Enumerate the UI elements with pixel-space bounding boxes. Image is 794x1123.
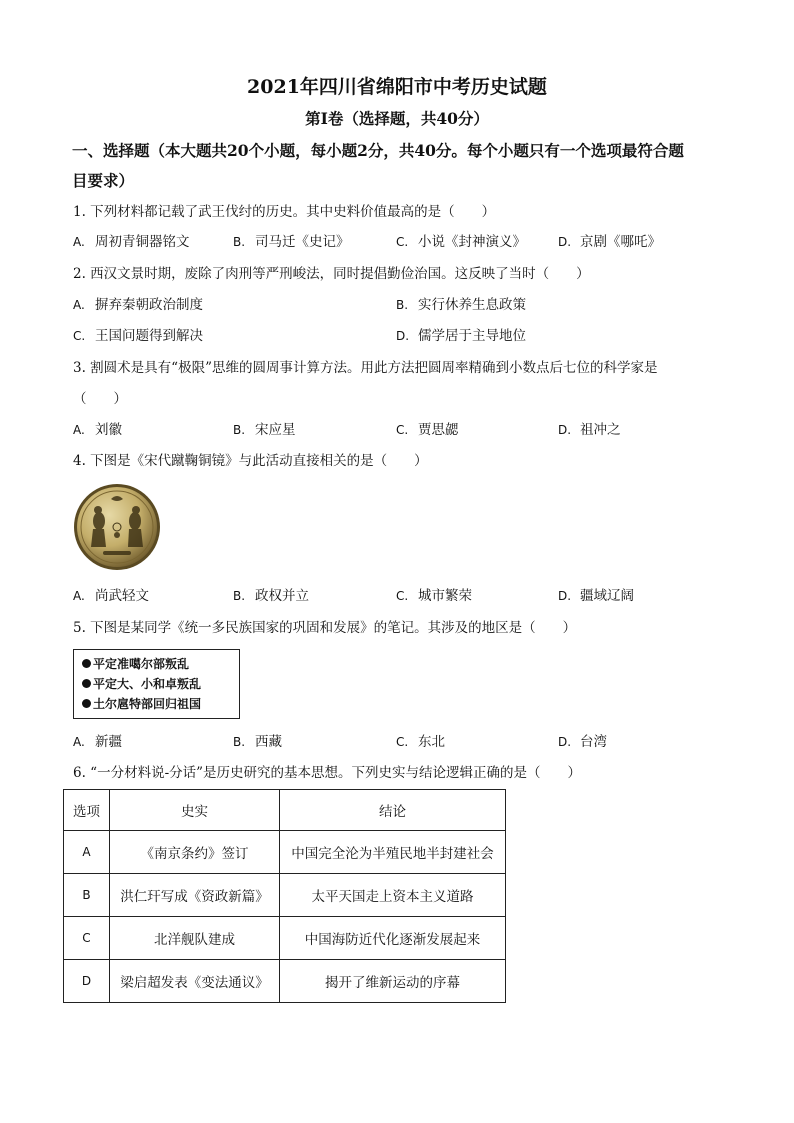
bronze-mirror-image (73, 483, 161, 571)
note-item: 土尔扈特部回归祖国 (82, 694, 239, 714)
table-cell: D (64, 960, 110, 1003)
q2-option-b: B. 实行休养生息政策 (396, 297, 526, 313)
q5-option-a: A. 新疆 (73, 734, 122, 750)
table-cell: 中国海防近代化逐渐发展起来 (280, 917, 506, 960)
page-subtitle: 第Ⅰ卷（选择题，共40分） (305, 109, 489, 128)
table-cell: 中国完全沦为半殖民地半封建社会 (280, 831, 506, 874)
q5-option-b: B. 西藏 (233, 734, 282, 750)
section-heading: 一、选择题（本大题共20个小题，每小题2分，共40分。每个小题只有一个选项最符合题 (72, 141, 684, 160)
q3-option-d: D. 祖冲之 (558, 422, 621, 438)
q1-option-a: A. 周初青铜器铭文 (73, 234, 190, 250)
q2-option-c: C. 王国问题得到解决 (73, 328, 203, 344)
q3-option-b: B. 宋应星 (233, 422, 296, 438)
table-cell: B (64, 874, 110, 917)
q4-option-a: A. 尚武轻文 (73, 588, 149, 604)
answer-table (63, 789, 506, 1003)
q5-option-c: C. 东北 (396, 734, 445, 750)
question-5-stem: 5. 下图是某同学《统一多民族国家的巩固和发展》的笔记。其涉及的地区是（ ） (73, 620, 577, 636)
question-3-stem: 3. 割圆术是具有“极限”思维的圆周事计算方法。用此方法把圆周率精确到小数点后七位的科学家是 (73, 360, 658, 376)
table-row (64, 960, 506, 1003)
table-row (64, 917, 506, 960)
table-cell: 揭开了维新运动的序幕 (280, 960, 506, 1003)
q4-option-c: C. 城市繁荣 (396, 588, 472, 604)
q4-option-d: D. 疆域辽阔 (558, 588, 634, 604)
table-cell: 《南京条约》签订 (110, 831, 280, 874)
table-header-cell: 选项 (64, 790, 110, 831)
q2-option-a: A. 摒弃秦朝政治制度 (73, 297, 203, 313)
table-cell: C (64, 917, 110, 960)
question-3-stem-cont: （ ） (73, 391, 127, 407)
question-4-stem: 4. 下图是《宋代蹴鞠铜镜》与此活动直接相关的是（ ） (73, 453, 428, 469)
table-cell: 北洋舰队建成 (110, 917, 280, 960)
table-row (64, 831, 506, 874)
q2-option-d: D. 儒学居于主导地位 (396, 328, 526, 344)
q3-option-a: A. 刘徽 (73, 422, 122, 438)
table-header-row (64, 790, 506, 831)
table-cell: 太平天国走上资本主义道路 (280, 874, 506, 917)
table-header-cell: 史实 (110, 790, 280, 831)
bullet-icon (82, 679, 91, 688)
table-cell: A (64, 831, 110, 874)
page-title: 2021年四川省绵阳市中考历史试题 (247, 76, 547, 98)
table-cell: 洪仁玕写成《资政新篇》 (110, 874, 280, 917)
q3-option-c: C. 贾思勰 (396, 422, 459, 438)
note-item: 平定准噶尔部叛乱 (82, 654, 239, 674)
table-row (64, 874, 506, 917)
section-heading-cont: 目要求） (72, 171, 135, 190)
bullet-icon (82, 659, 91, 668)
q5-option-d: D. 台湾 (558, 734, 607, 750)
q1-option-b: B. 司马迁《史记》 (233, 234, 350, 250)
notes-box (73, 649, 240, 719)
bullet-icon (82, 699, 91, 708)
q1-option-c: C. 小说《封神演义》 (396, 234, 526, 250)
question-6-stem: 6. “一分材料说-分话”是历史研究的基本思想。下列史实与结论逻辑正确的是（ ） (73, 765, 582, 781)
table-cell: 梁启超发表《变法通议》 (110, 960, 280, 1003)
question-1-stem: 1. 下列材料都记载了武王伐纣的历史。其中史料价值最高的是（ ） (73, 204, 496, 220)
question-2-stem: 2. 西汉文景时期，废除了肉刑等严刑峻法，同时提倡勤俭治国。这反映了当时（ ） (73, 266, 590, 282)
note-item: 平定大、小和卓叛乱 (82, 674, 239, 694)
q1-option-d: D. 京剧《哪吒》 (558, 234, 661, 250)
q4-option-b: B. 政权并立 (233, 588, 309, 604)
table-header-cell: 结论 (280, 790, 506, 831)
